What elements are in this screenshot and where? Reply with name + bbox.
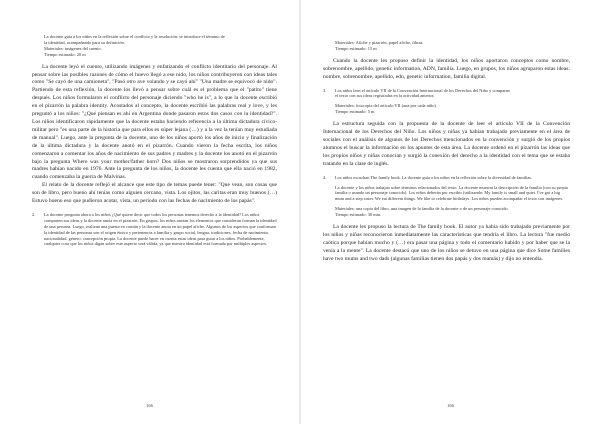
note-line: Los niños leen el artículo VII de la Convención Internacional de los Derechos del Niño y comparan bbox=[335, 87, 510, 93]
materials-line: Materiales: una copia del libro, una imagen de la familia de la docente o de un personaje conocido. bbox=[335, 206, 509, 212]
right-page bbox=[301, 0, 600, 424]
activity-header bbox=[32, 34, 277, 58]
time-line: Tiempo estimado: 30 min. bbox=[335, 212, 382, 218]
note-line: La docente y los niños trabajan sobre términos relacionados del texto. La docente muestra la descripción de la familia (con su propia familia o usando un personaje conocido). Los niños deberán por escribir (utilizando: My family is small and quiet. I've got a big mum and a step sister. We eat different things. We like to celebrate birthdays. Los niños pueden acompañar el texto con imágenes. bbox=[335, 184, 568, 202]
note-number: 2. bbox=[32, 211, 36, 217]
body-text bbox=[323, 58, 570, 82]
materials-line: Materiales: fotocopia del artículo VII (una por cada niño). bbox=[335, 103, 437, 109]
paragraph: La docente les propuso la lectura de The family book. El autor ya había sido trabajado previamente por los niños y niñas reconocieron inmediatamente las características que tendría el libro. La lectura "fue medio caótica porque habían mucho y (…) era pasar una página y todo el comentario habido y por haber que se la venía a la mente". La docente destacó que uno de los niños se detuvo en una página que dice Some families have two mums and two dads (algunas familias tienen dos papás y dos mamás) y dijo no entendía. bbox=[323, 224, 570, 262]
paragraph: El relato de la docente reflejó el alcance que este tipo de temas puede tener: "Que vean, son cosas que son de libro, pero bueno ahí tenías como alguien cercano, vista. Los ojitos, las caritas eran muy buenos (…) Estuvo bueno eso que pudieron acotar, vista, un período con las fechas de nacimiento de los papás". bbox=[32, 182, 277, 205]
page-number: 166 bbox=[146, 403, 153, 408]
paragraph: La estructura seguida con la propuesta de la docente de leer el artículo VII de la Convención Internacional de los Derechos del Niño. Los niños y niñas ya habían trabajado previamente en el área de sociales con el análisis de algunos de los Derechos mencionados en la convención y surgió de los propios alumnos el buscar la información en los apuntes de esta área. La docente ordenó en el pizarrón las ideas que los propios niños y niñas conocían y surgió la conexión del derecho a la identidad con el tema que se estaba tratando en la clase de inglés. bbox=[323, 121, 570, 167]
body-text bbox=[323, 224, 570, 264]
materials-line: Materiales: imágenes del cuento. bbox=[44, 45, 102, 51]
note-number: 3. bbox=[323, 87, 327, 93]
note-number: 4. bbox=[323, 174, 327, 180]
body-text bbox=[32, 64, 277, 206]
note-text: La docente pregunta ahora a los niños ¿Qué quiere decir que todos los personas tenemos derecho a la identidad? Los niños comparten sus ideas y la docente anota en el pizarrón. En grupos, los niños anotan los elementos que consideran forman la identidad de una persona. Luego, realizan una puesta en común y la docente anota en un papel afiche. Algunos de los aspectos que conforman la identidad de las personas son el origen étnico y pertenencia a familia y grupo social, lengua, tradiciones, fecha de nacimiento, nacionalidad, género, concepción propia. La docente puede hacer en cuenta estas ideas para guiar a los niños. Probablemente, cualquier cosa que los niños digan sobre este aspecto será válida, ya que nuestra identidad está formada por múltiples aspectos. bbox=[44, 211, 277, 247]
note-line: el texto con sus ideas registradas en la actividad anterior. bbox=[335, 93, 435, 99]
time-line: Tiempo estimado: 5 m bbox=[335, 109, 375, 115]
activity-note bbox=[323, 88, 570, 116]
activity-line: la identidad, acompañando para su definición. bbox=[44, 39, 125, 45]
activity-header bbox=[323, 40, 570, 52]
paragraph: Cuando la docente les propuso definir la identidad, los niños aportaron conceptos como nombre, sobrenombre, apellido, genetic information, ADN, familia. Luego, en grupos, los niños agruparon estas ideas: nombre, sobrenombre, apellido, edn, genetic information, familia digital. bbox=[323, 57, 570, 80]
left-page bbox=[0, 0, 299, 424]
activity-note bbox=[32, 212, 277, 247]
activity-line: La docente guía a los niños en la reflexión sobre el conflicto y la resolución: se introduce el término de bbox=[44, 34, 225, 39]
paragraph: La docente leyó el cuento, utilizando imágenes y enfatizando el conflicto identitario del personaje. Al pensar sobre las posibles razones de cómo el huevo llegó a ese nido, los niños contribuyeron con ideas tales como "Se cayó de una camioneta", "Pasó otro ave volando y se cayó ahí" "Una madre se equivocó de nido". Partiendo de esta reflexión, la docente los llevó a pensar sobre cuál es el problema que el "patito" tiene después. Los niños formularon el conflicto del personaje diciendo "who he is", a lo que la docente escribió en el pizarrón la palabra identity. Acostados al concepto, la docente escribió las palabras real y love, y les preguntó a los niños: "¿Qué piensan es ahí en Argentina donde pasaron estos dos casos con la identidad?". Los niños identificaron rápidamente que la docente estaba haciendo referencia a la última dictadura cívico-militar pero "es una parte de la historia que para ellos es súper lejana (…) y a la vez la tenían muy estudiada de manual". Luego, ante la pregunta de la docente, uno de los niños aportó los años de inicio y finalización de la última dictadura y la docente anotó en el pizarrón. Cuando vieron la fecha escrita, los niños comenzaron a comentar los años de nacimiento de sus padres y madres y la docente los anotó en el pizarrón bajo la pregunta Where was your mother/father born? Dos niños se mostraron sorprendidos ya que sus madres habían nacido en 1976. Ante la pregunta de los niños, la docente les cuenta que ella nació en 1982, cuando comenzaba la guerra de Malvinas. bbox=[32, 63, 277, 181]
time-line: Tiempo estimado: 20 m bbox=[44, 51, 86, 57]
materials-line: Materiales: Afiche y pizarrón, papel afiche, fibras. bbox=[335, 40, 424, 45]
body-text bbox=[323, 121, 570, 168]
activity-note bbox=[323, 175, 570, 218]
note-line: Los niños escuchan The family book. La docente guía a los niños en la reflexión sobre la diversidad de familias. bbox=[335, 174, 533, 180]
time-line: Tiempo estimado: 15 m bbox=[335, 45, 377, 51]
page-number: 166 bbox=[447, 403, 454, 408]
